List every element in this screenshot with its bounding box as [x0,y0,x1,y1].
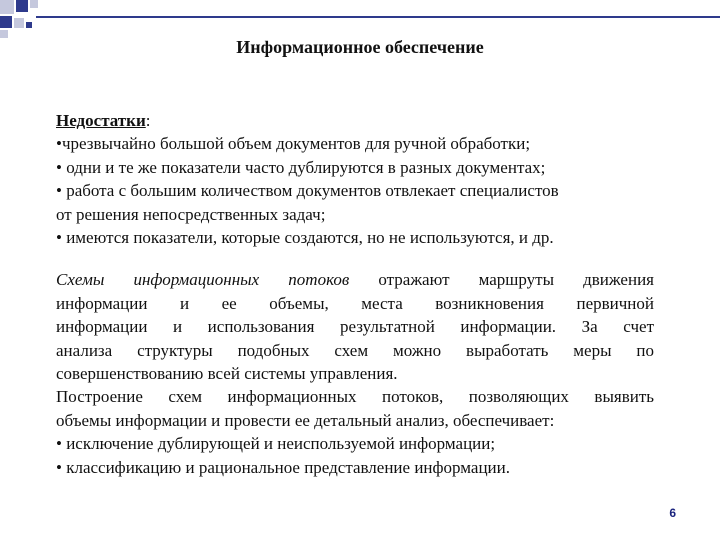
paragraph-line: объемы информации и провести ее детальный анализ, обеспечивает: [56,410,555,430]
list-item: • имеются показатели, которые создаются, но не используются, и др. [56,228,554,248]
paragraph-gap [56,249,654,268]
header-rule [36,16,720,18]
body-text [56,109,654,479]
list-item: •чрезвычайно большой объем документов для ручной обработки; [56,134,531,154]
decor-square [30,0,38,8]
paragraph-line: анализа структуры подобных схем можно выработать меры по [56,340,654,360]
shortcomings-heading: Недостатки [56,111,146,130]
flows-line-1 [56,268,654,291]
shortcomings-heading-line [56,109,654,132]
list-item: • одни и те же показатели часто дублируются в разных документах; [56,157,546,177]
decor-square [0,0,14,14]
paragraph-line: совершенствованию всей системы управления. [56,364,398,384]
page-number: 6 [669,506,676,520]
list-item: • работа с большим количеством документов отвлекает специалистов [56,181,559,201]
flows-line-1-rest: отражают маршруты движения [349,270,654,290]
decor-square [16,0,28,12]
paragraph-line: информации и использования результатной информации. За счет [56,317,654,337]
paragraph-line: информации и ее объемы, места возникновения первичной [56,293,654,313]
heading-colon: : [145,111,151,130]
list-item: • исключение дублирующей и неиспользуемой информации; [56,434,496,454]
decor-square [14,18,24,28]
decor-square [26,22,32,28]
paragraph-line: Построение схем информационных потоков, позволяющих выявить [56,387,654,407]
list-item-continuation: от решения непосредственных задач; [56,204,326,224]
flows-term: Схемы информационных потоков [56,270,350,290]
page-title: Информационное обеспечение [236,37,484,57]
corner-decoration [0,0,720,40]
decor-square [0,16,12,28]
list-item: • классификацию и рациональное представление информации. [56,457,511,477]
